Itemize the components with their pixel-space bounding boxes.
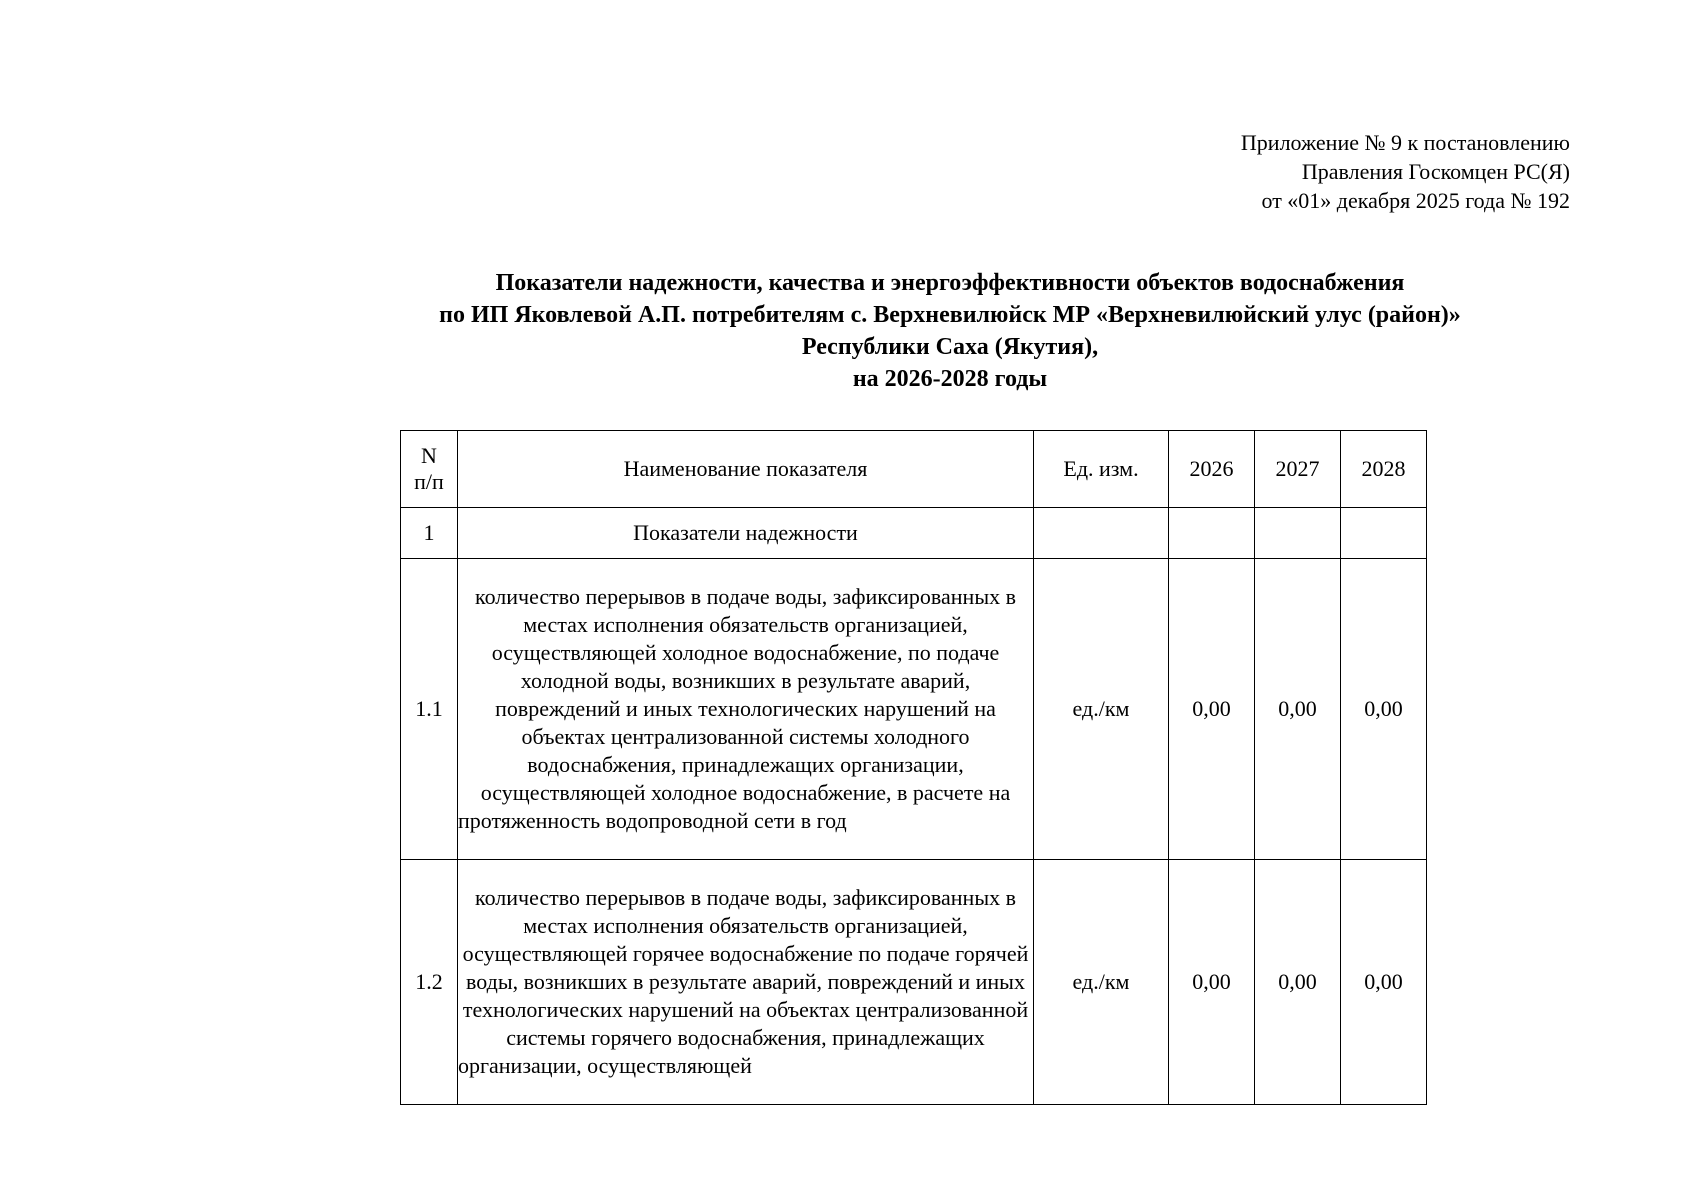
row-value-2026: 0,00 bbox=[1169, 860, 1255, 1105]
section-title: Показатели надежности bbox=[458, 508, 1034, 559]
row-value-2028: 0,00 bbox=[1341, 860, 1427, 1105]
table-row bbox=[401, 860, 1427, 1105]
document-title bbox=[300, 267, 1600, 395]
appendix-line: Приложение № 9 к постановлению bbox=[1240, 130, 1570, 155]
table-header-row bbox=[401, 431, 1427, 508]
row-unit: ед./км bbox=[1034, 559, 1169, 860]
header-name: Наименование показателя bbox=[458, 431, 1034, 508]
appendix-line: от «01» декабря 2025 года № 192 bbox=[1261, 188, 1570, 213]
row-unit: ед./км bbox=[1034, 860, 1169, 1105]
indicator-name: количество перерывов в подаче воды, зафиксированных в местах исполнения обязательств организацией, осуществляющей холодное водоснабжение, по подаче холодной воды, возникших в результате аварий, повреждений и иных технологических нарушений на объектах централизованной системы холодного водоснабжения, принадлежащих организации, осуществляющей холодное водоснабжение, в расчете на протяженность водопроводной сети в год bbox=[458, 559, 1034, 860]
header-number: N п/п bbox=[401, 431, 458, 508]
row-value-2027 bbox=[1255, 508, 1341, 559]
row-value-2028: 0,00 bbox=[1341, 559, 1427, 860]
row-value-2027: 0,00 bbox=[1255, 860, 1341, 1105]
title-line: на 2026-2028 годы bbox=[852, 366, 1048, 392]
appendix-reference bbox=[1241, 128, 1570, 215]
indicator-name-cell bbox=[458, 860, 1034, 1105]
appendix-line: Правления Госкомцен РС(Я) bbox=[1301, 159, 1570, 184]
row-value-2026: 0,00 bbox=[1169, 559, 1255, 860]
header-2026: 2026 bbox=[1169, 431, 1255, 508]
title-line: Показатели надежности, качества и энергоэффективности объектов водоснабжения bbox=[495, 270, 1405, 296]
title-line: Республики Саха (Якутия), bbox=[801, 334, 1099, 360]
row-value-2026 bbox=[1169, 508, 1255, 559]
row-value-2028 bbox=[1341, 508, 1427, 559]
row-number: 1 bbox=[401, 508, 458, 559]
row-number: 1.2 bbox=[401, 860, 458, 1105]
indicator-name: количество перерывов в подаче воды, зафиксированных в местах исполнения обязательств организацией, осуществляющей горячее водоснабжение по подаче горячей воды, возникших в результате аварий, повреждений и иных технологических нарушений на объектах централизованной системы горячего водоснабжения, принадлежащих организации, осуществляющей bbox=[458, 885, 1029, 1078]
header-2027: 2027 bbox=[1255, 431, 1341, 508]
table-row bbox=[401, 559, 1427, 860]
header-2028: 2028 bbox=[1341, 431, 1427, 508]
indicators-table bbox=[400, 430, 1427, 1105]
row-unit bbox=[1034, 508, 1169, 559]
row-value-2027: 0,00 bbox=[1255, 559, 1341, 860]
header-unit: Ед. изм. bbox=[1034, 431, 1169, 508]
title-line: по ИП Яковлевой А.П. потребителям с. Верхневилюйск МР «Верхневилюйский улус (район)» bbox=[439, 302, 1461, 328]
table-row bbox=[401, 508, 1427, 559]
row-number: 1.1 bbox=[401, 559, 458, 860]
